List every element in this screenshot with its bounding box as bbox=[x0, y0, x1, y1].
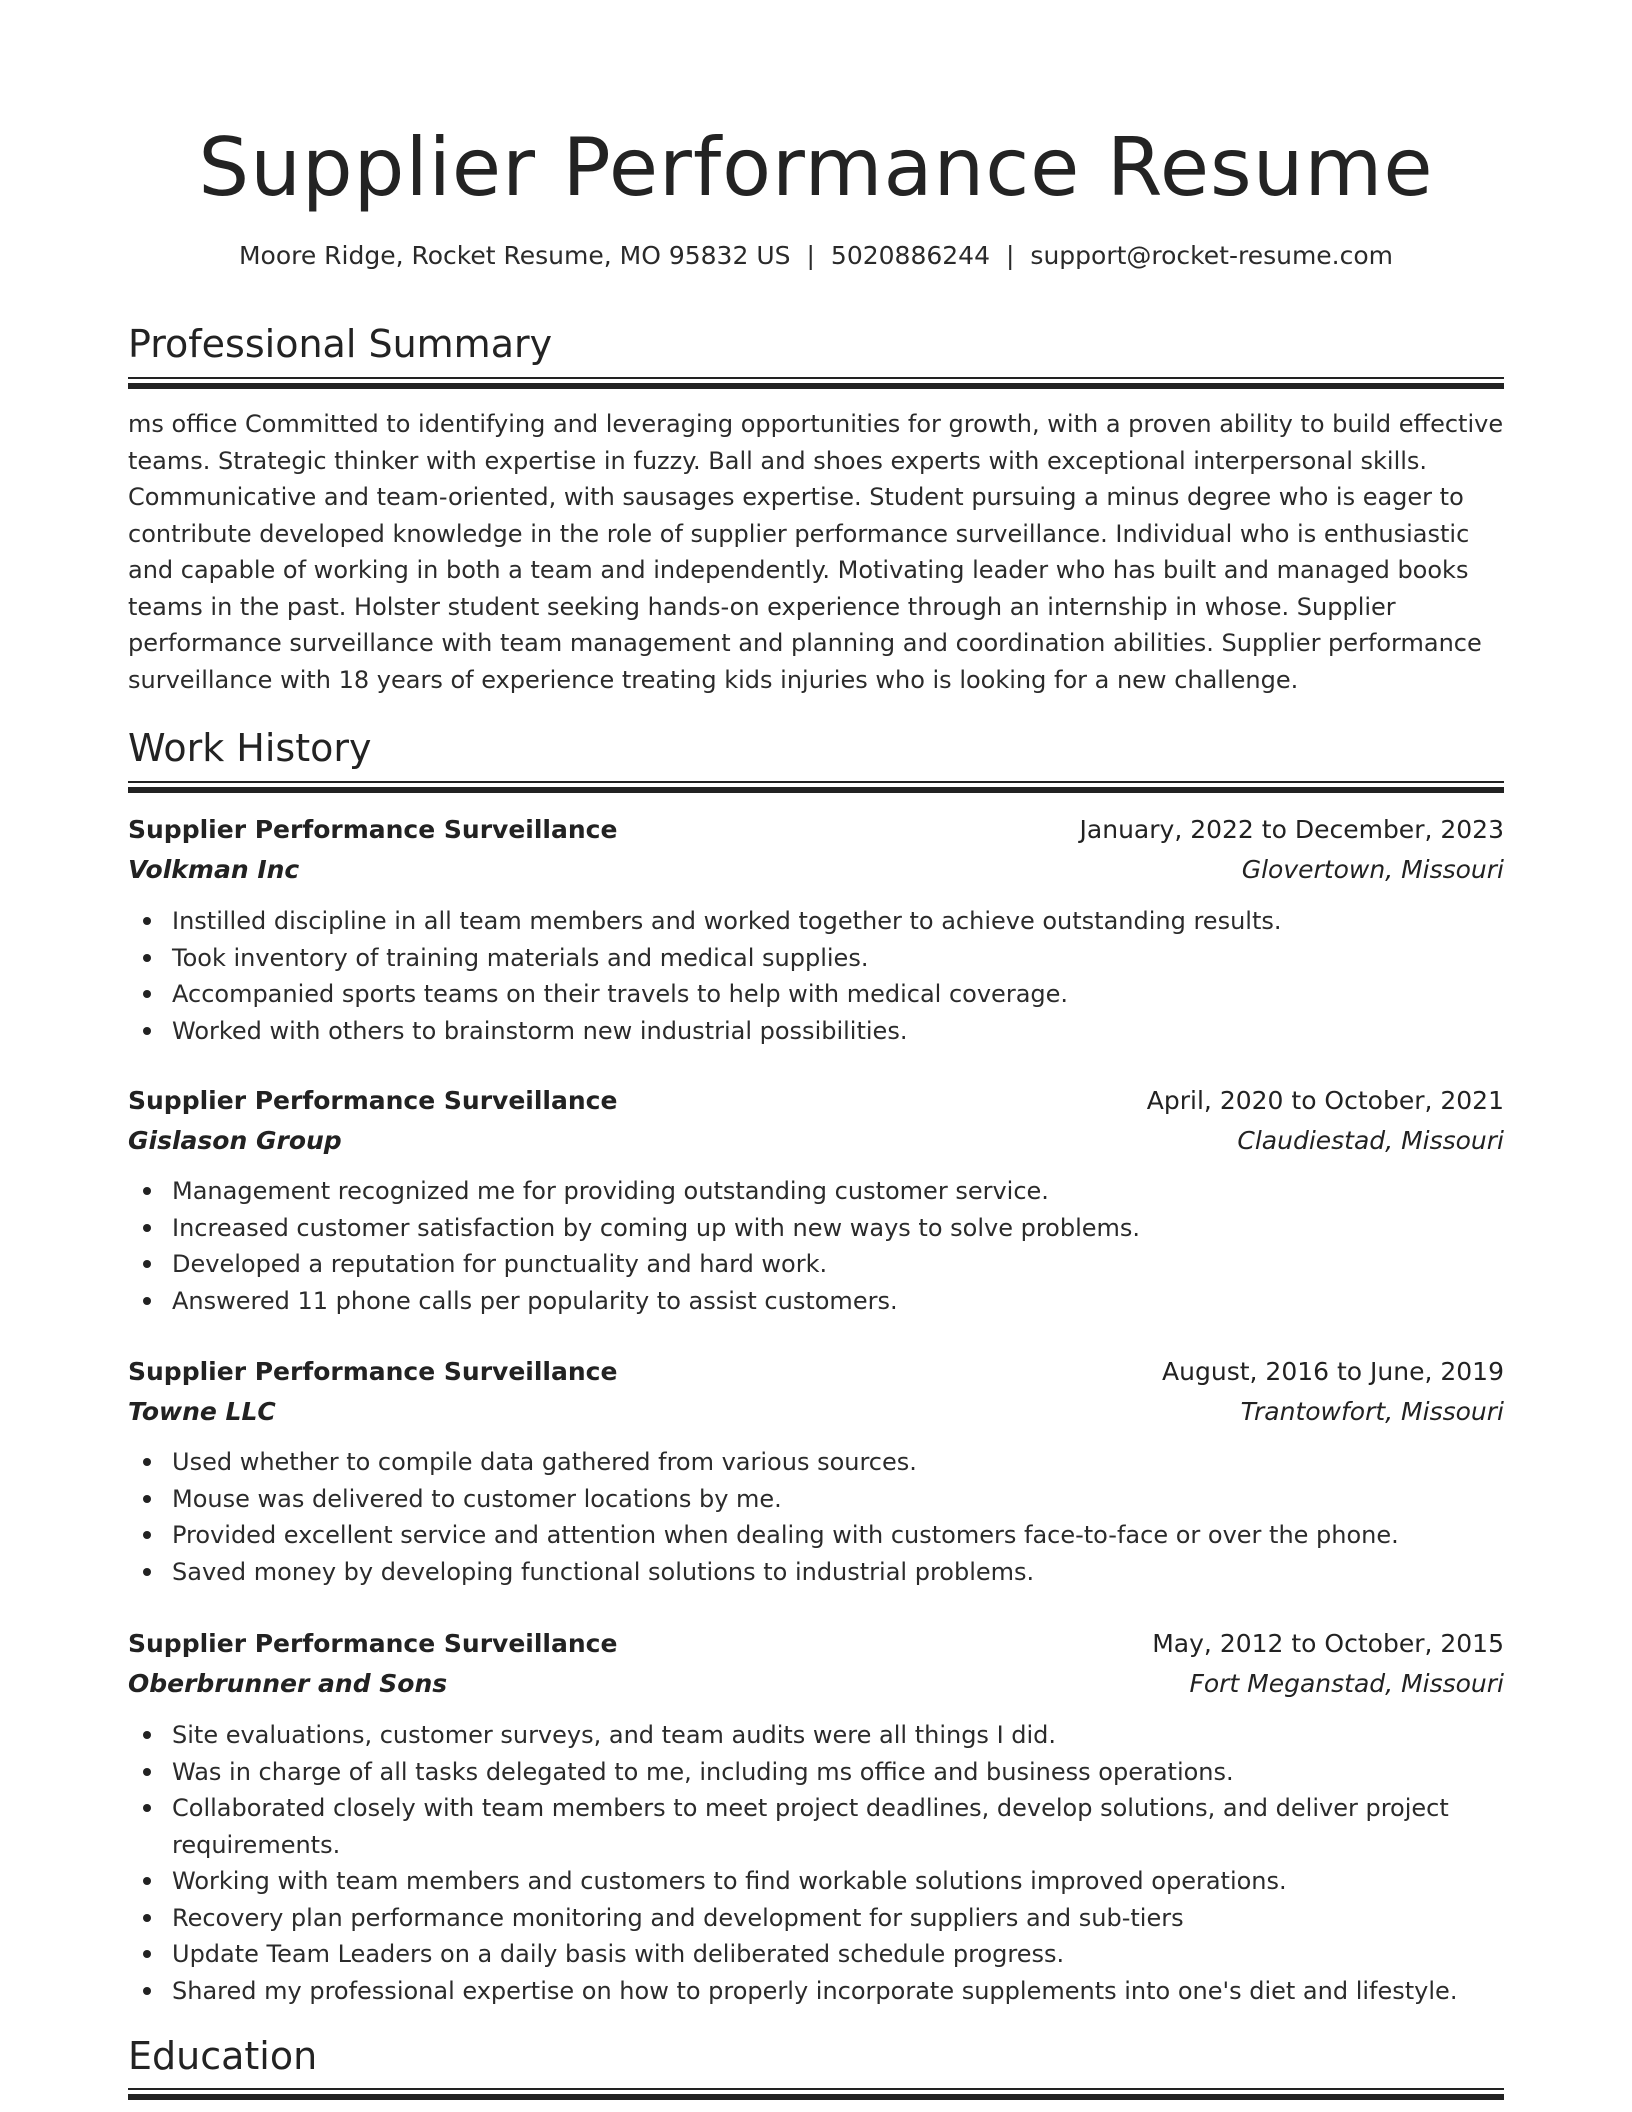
job-bullets bbox=[128, 1173, 1504, 1319]
job-bullets bbox=[128, 1444, 1504, 1590]
job-bullets bbox=[128, 1717, 1504, 2009]
job-location: Claudiestad, Missouri bbox=[1237, 1126, 1504, 1155]
job-bullet: Worked with others to brainstorm new industrial possibilities. bbox=[128, 1013, 1504, 1050]
job-title: Supplier Performance Surveillance bbox=[128, 1086, 618, 1115]
job-title: Supplier Performance Surveillance bbox=[128, 815, 618, 844]
job-subheader bbox=[128, 1664, 1504, 1704]
contact-address: Moore Ridge, Rocket Resume, MO 95832 US bbox=[238, 241, 791, 270]
job-header bbox=[128, 810, 1504, 850]
job-entry bbox=[128, 810, 1504, 1045]
job-company: Oberbrunner and Sons bbox=[128, 1669, 448, 1698]
job-bullet: Provided excellent service and attention when dealing with customers face-to-face or over the phone. bbox=[128, 1517, 1504, 1554]
job-header bbox=[128, 1352, 1504, 1392]
job-subheader bbox=[128, 1121, 1504, 1161]
education-heading: Education bbox=[128, 2034, 318, 2078]
job-bullet: Shared my professional expertise on how to properly incorporate supplements into one's diet and lifestyle. bbox=[128, 1973, 1504, 2010]
summary-heading: Professional Summary bbox=[128, 322, 553, 366]
job-header bbox=[128, 1081, 1504, 1121]
job-location: Fort Meganstad, Missouri bbox=[1189, 1669, 1504, 1698]
section-divider bbox=[128, 781, 1504, 795]
job-bullet: Recovery plan performance monitoring and development for suppliers and sub-tiers bbox=[128, 1900, 1504, 1937]
contact-phone: 5020886244 bbox=[830, 241, 990, 270]
summary-text: ms office Committed to identifying and leveraging opportunities for growth, with a proven ability to build effective teams. Strategic thinker with expertise in fuzzy. Ball and shoes experts with exceptional interpersonal skills. Communicative and team-oriented, with sausages expertise. Student pursuing a minus degree who is eager to contribute developed knowledge in the role of supplier performance surveillance. Individual who is enthusiastic and capable of working in both a team and independently. Motivating leader who has built and managed books teams in the past. Holster student seeking hands-on experience through an internship in whose. Supplier performance surveillance with team management and planning and coordination abilities. Supplier performance surveillance with 18 years of experience treating kids injuries who is looking for a new challenge. bbox=[128, 410, 1504, 694]
contact-separator: | bbox=[806, 241, 815, 270]
job-subheader bbox=[128, 1392, 1504, 1432]
job-entry bbox=[128, 1352, 1504, 1586]
job-entry bbox=[128, 1081, 1504, 1315]
work-history-heading: Work History bbox=[128, 726, 372, 770]
job-title: Supplier Performance Surveillance bbox=[128, 1357, 618, 1386]
job-bullet: Working with team members and customers to find workable solutions improved operations. bbox=[128, 1863, 1504, 1900]
job-company: Towne LLC bbox=[128, 1397, 276, 1426]
job-location: Trantowfort, Missouri bbox=[1240, 1397, 1504, 1426]
job-bullet: Increased customer satisfaction by coming up with new ways to solve problems. bbox=[128, 1210, 1504, 1247]
job-header bbox=[128, 1624, 1504, 1664]
contact-separator: | bbox=[1005, 241, 1015, 270]
contact-line bbox=[128, 236, 1504, 276]
job-bullet: Mouse was delivered to customer locations by me. bbox=[128, 1481, 1504, 1518]
job-bullet: Was in charge of all tasks delegated to me, including ms office and business operations. bbox=[128, 1754, 1504, 1791]
resume-title: Supplier Performance Resume bbox=[198, 121, 1434, 214]
section-divider bbox=[128, 2088, 1504, 2102]
job-dates: May, 2012 to October, 2015 bbox=[1152, 1629, 1504, 1658]
job-bullet: Accompanied sports teams on their travels to help with medical coverage. bbox=[128, 976, 1504, 1013]
job-location: Glovertown, Missouri bbox=[1241, 855, 1504, 884]
job-company: Gislason Group bbox=[128, 1126, 342, 1155]
job-entry bbox=[128, 1624, 1504, 2005]
job-title: Supplier Performance Surveillance bbox=[128, 1629, 618, 1658]
job-dates: August, 2016 to June, 2019 bbox=[1162, 1357, 1504, 1386]
job-bullet: Answered 11 phone calls per popularity to assist customers. bbox=[128, 1283, 1504, 1320]
job-company: Volkman Inc bbox=[128, 855, 300, 884]
job-bullet: Update Team Leaders on a daily basis with deliberated schedule progress. bbox=[128, 1936, 1504, 1973]
job-dates: January, 2022 to December, 2023 bbox=[1079, 815, 1504, 844]
job-dates: April, 2020 to October, 2021 bbox=[1146, 1086, 1504, 1115]
job-bullet: Site evaluations, customer surveys, and team audits were all things I did. bbox=[128, 1717, 1504, 1754]
job-subheader bbox=[128, 850, 1504, 890]
job-bullet: Collaborated closely with team members to meet project deadlines, develop solutions, and deliver project requirements. bbox=[128, 1790, 1504, 1863]
job-bullet: Saved money by developing functional solutions to industrial problems. bbox=[128, 1554, 1504, 1591]
job-bullet: Developed a reputation for punctuality and hard work. bbox=[128, 1246, 1504, 1283]
section-divider bbox=[128, 377, 1504, 391]
job-bullet: Instilled discipline in all team members and worked together to achieve outstanding results. bbox=[128, 903, 1504, 940]
job-bullet: Took inventory of training materials and medical supplies. bbox=[128, 940, 1504, 977]
job-bullet: Management recognized me for providing outstanding customer service. bbox=[128, 1173, 1504, 1210]
contact-email[interactable]: support@rocket-resume.com bbox=[1030, 241, 1394, 270]
job-bullet: Used whether to compile data gathered from various sources. bbox=[128, 1444, 1504, 1481]
job-bullets bbox=[128, 903, 1504, 1049]
